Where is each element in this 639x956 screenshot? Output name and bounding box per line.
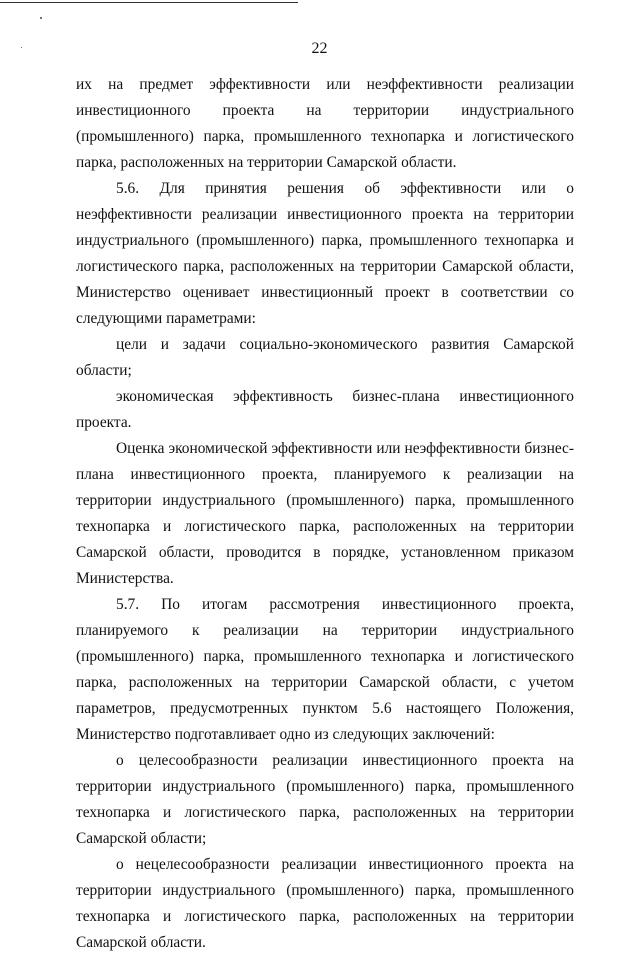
top-border-line xyxy=(0,0,298,3)
parameter-item: цели и задачи социально-экономического развития Самарской области; xyxy=(76,336,574,379)
paragraph-5-7: 5.7. По итогам рассмотрения инвестиционного проекта, планируемого к реализации на территории индустриального (промышленного) парка, промышленного технопарка и логистического парка, расположенных на территории Самарской области, с учетом параметров, предусмотренных пунктом 5.6 настоящего Положения, Министерство подготавливает одно из следующих заключений: xyxy=(76,596,574,743)
page-number: 22 xyxy=(311,40,328,57)
conclusion-item: о целесообразности реализации инвестиционного проекта на территории индустриального (промышленного) парка, промышленного технопарка и логистического парка, расположенных на территории Самарской области; xyxy=(76,752,574,847)
document-body xyxy=(76,72,574,956)
parameter-item: экономическая эффективность бизнес-плана инвестиционного проекта. xyxy=(76,388,574,431)
conclusion-item: о нецелесообразности реализации инвестиционного проекта на территории индустриального (промышленного) парка, промышленного технопарка и логистического парка, расположенных на территории Самарской области. xyxy=(76,856,574,951)
paragraph-continuation: их на предмет эффективности или неэффективности реализации инвестиционного проекта на территории индустриального (промышленного) парка, промышленного технопарка и логистического парка, расположенных на территории Самарской области. xyxy=(76,76,574,171)
scan-speck xyxy=(40,17,42,19)
paragraph-assessment: Оценка экономической эффективности или неэффективности бизнес-плана инвестиционного проекта, планируемого к реализации на территории индустриального (промышленного) парка, промышленного технопарка и логистического парка, расположенных на территории Самарской области, проводится в порядке, установленном приказом Министерства. xyxy=(76,440,574,587)
paragraph-5-6: 5.6. Для принятия решения об эффективности или о неэффективности реализации инвестиционного проекта на территории индустриального (промышленного) парка, промышленного технопарка и логистического парка, расположенных на территории Самарской области, Министерство оценивает инвестиционный проект в соответствии со следующими параметрами: xyxy=(76,180,574,327)
